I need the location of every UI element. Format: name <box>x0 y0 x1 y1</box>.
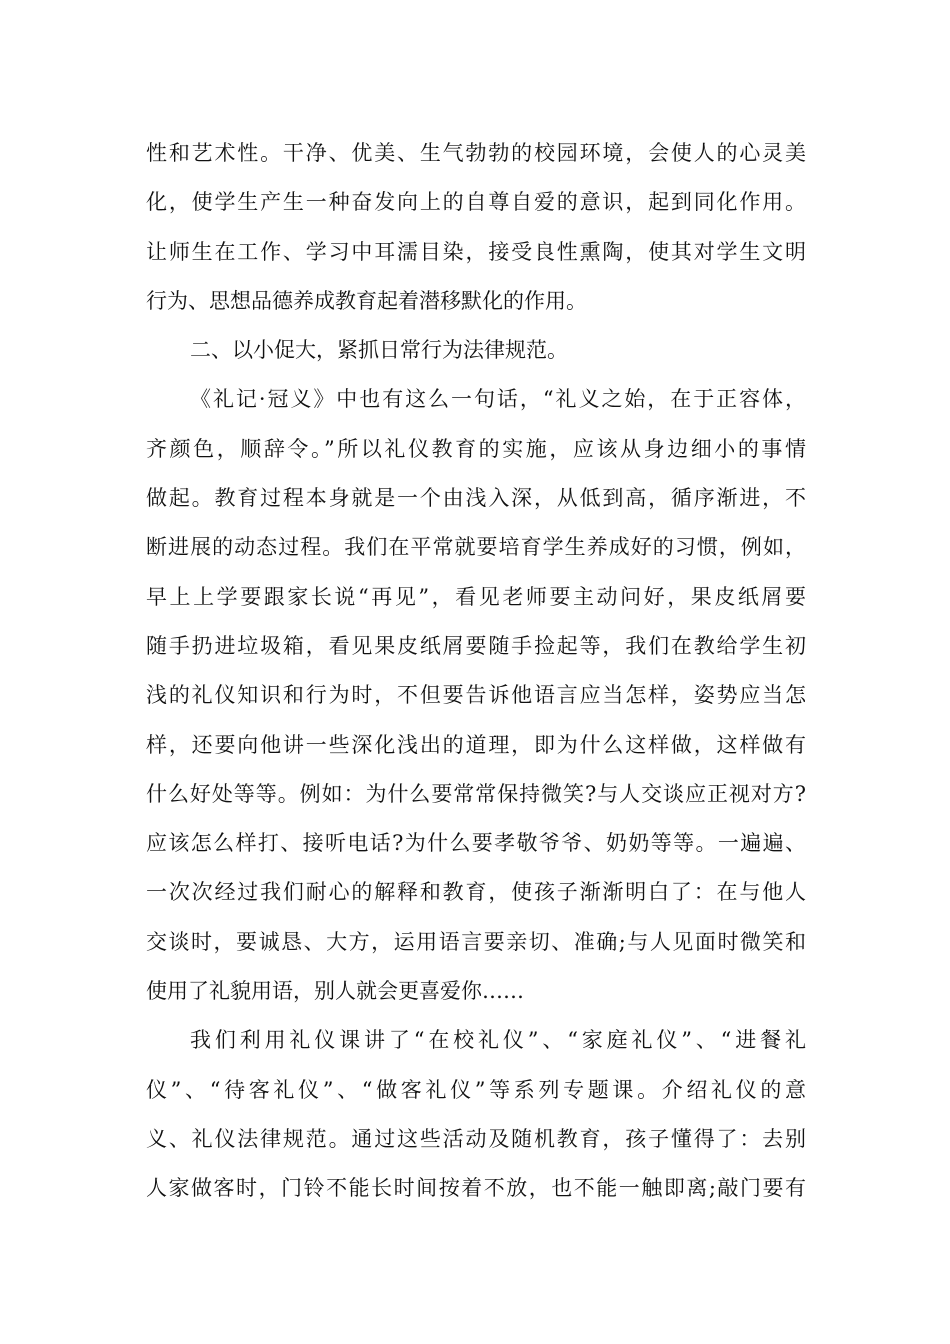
text-line: 样，还要向他讲一些深化浅出的道理，即为什么这样做，这样做有 <box>146 732 806 757</box>
text-line: 什么好处等等。例如：为什么要常常保持微笑?与人交谈应正视对方? <box>146 781 806 806</box>
text-line: 做起。教育过程本身就是一个由浅入深，从低到高，循序渐进，不 <box>146 486 806 511</box>
text-line: 浅的礼仪知识和行为时，不但要告诉他语言应当怎样，姿势应当怎 <box>146 683 806 708</box>
text-line: 《礼记·冠义》中也有这么一句话，“礼义之始，在于正容体， <box>190 387 806 412</box>
text-line: 性和艺术性。干净、优美、生气勃勃的校园环境，会使人的心灵美 <box>146 141 806 165</box>
text-line: 我们利用礼仪课讲了“在校礼仪”、“家庭礼仪”、“进餐礼 <box>190 1028 806 1053</box>
text-line: 人家做客时，门铃不能长时间按着不放，也不能一触即离;敲门要有 <box>146 1176 806 1201</box>
text-line: 早上上学要跟家长说“再见”，看见老师要主动问好，果皮纸屑要 <box>146 584 806 609</box>
text-line: 二、以小促大，紧抓日常行为法律规范。 <box>190 338 568 363</box>
text-line: 应该怎么样打、接听电话?为什么要孝敬爷爷、奶奶等等。一遍遍、 <box>146 831 806 856</box>
text-line: 一次次经过我们耐心的解释和教育，使孩子渐渐明白了：在与他人 <box>146 880 806 905</box>
text-line: 断进展的动态过程。我们在平常就要培育学生养成好的习惯，例如， <box>146 535 806 560</box>
text-line: 化，使学生产生一种奋发向上的自尊自爱的意识，起到同化作用。 <box>146 190 806 215</box>
text-line: 仪”、“待客礼仪”、“做客礼仪”等系列专题课。介绍礼仪的意 <box>146 1077 806 1102</box>
text-line: 行为、思想品德养成教育起着潜移默化的作用。 <box>146 288 587 313</box>
text-line: 使用了礼貌用语，别人就会更喜爱你…… <box>146 979 524 1004</box>
text-line: 随手扔进垃圾箱，看见果皮纸屑要随手捡起等，我们在教给学生初 <box>146 633 806 658</box>
text-line: 齐颜色，顺辞令。”所以礼仪教育的实施，应该从身边细小的事情 <box>146 436 806 461</box>
text-line: 义、礼仪法律规范。通过这些活动及随机教育，孩子懂得了：去别 <box>146 1126 806 1151</box>
body-text <box>146 129 806 1214</box>
text-line: 让师生在工作、学习中耳濡目染，接受良性熏陶，使其对学生文明 <box>146 239 806 264</box>
text-line: 交谈时，要诚恳、大方，运用语言要亲切、准确;与人见面时微笑和 <box>146 929 806 954</box>
